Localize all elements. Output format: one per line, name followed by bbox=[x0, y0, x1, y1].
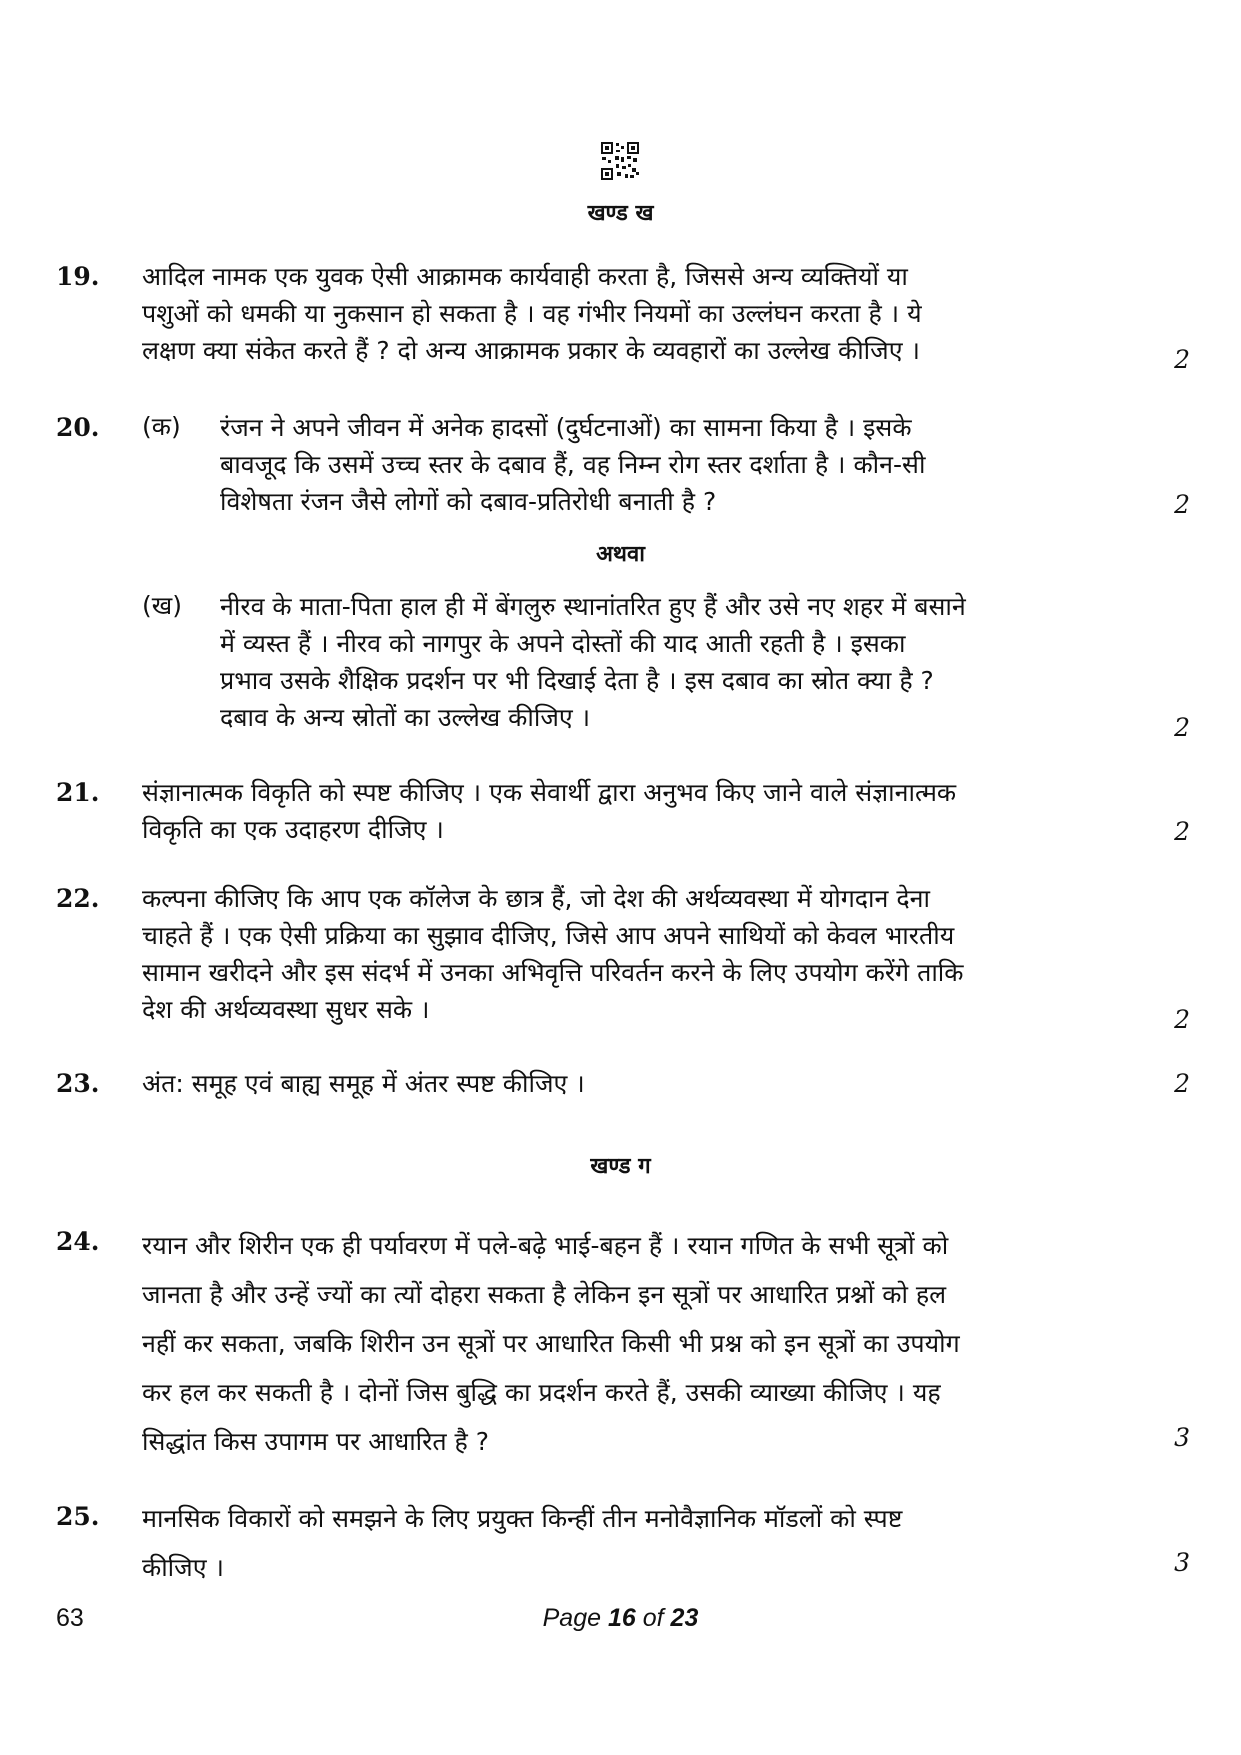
question-text: रंजन ने अपने जीवन में अनेक हादसों (दुर्घटनाओं) का सामना किया है । इसके बावजूद कि उसमें उच्च स्तर के दबाव हैं, वह निम्न रोग स्तर दर्शाता है । कौन-सी विशेषता रंजन जैसे लोगों को दबाव-प्रतिरोधी बनाती है ? bbox=[220, 413, 926, 516]
subpart-label: (क) bbox=[142, 412, 181, 441]
question-text: संज्ञानात्मक विकृति को स्पष्ट कीजिए । एक सेवार्थी द्वारा अनुभव किए जाने वाले संज्ञानात्मक विकृति का एक उदाहरण दीजिए । bbox=[142, 778, 957, 844]
qr-code-icon bbox=[601, 142, 639, 180]
question-text: नीरव के माता-पिता हाल ही में बेंगलुरु स्थानांतरित हुए हैं और उसे नए शहर में बसाने में व्यस्त हैं । नीरव को नागपुर के अपने दोस्तों की याद आती रहती है । इसका प्रभाव उसके शैक्षिक प्रदर्शन पर भी दिखाई देता है । इस दबाव का स्रोत क्या है ? दबाव के अन्य स्रोतों का उल्लेख कीजिए । bbox=[220, 592, 966, 732]
question-number: 21. bbox=[56, 778, 100, 807]
marks: 3 bbox=[1174, 1423, 1190, 1452]
paper-code: 63 bbox=[56, 1604, 84, 1632]
question-number: 19. bbox=[56, 262, 100, 291]
marks: 2 bbox=[1174, 817, 1190, 846]
section-title: खण्ड ख bbox=[587, 201, 654, 226]
question-text: मानसिक विकारों को समझने के लिए प्रयुक्त किन्हीं तीन मनोवैज्ञानिक मॉडलों को स्पष्ट कीजिए । bbox=[142, 1504, 903, 1582]
section-title: खण्ड ग bbox=[590, 1154, 651, 1179]
marks: 3 bbox=[1174, 1548, 1190, 1577]
marks: 2 bbox=[1174, 490, 1190, 519]
marks: 2 bbox=[1174, 1069, 1190, 1098]
question-text: अंत: समूह एवं बाह्य समूह में अंतर स्पष्ट कीजिए । bbox=[142, 1069, 585, 1098]
question-text: आदिल नामक एक युवक ऐसी आक्रामक कार्यवाही करता है, जिससे अन्य व्यक्तियों या पशुओं को धमकी या नुकसान हो सकता है । वह गंभीर नियमों का उल्लंघन करता है । ये लक्षण क्या संकेत करते हैं ? दो अन्य आक्रामक प्रकार के व्यवहारों का उल्लेख कीजिए । bbox=[142, 262, 922, 365]
or-label: अथवा bbox=[596, 542, 645, 567]
question-number: 24. bbox=[56, 1227, 100, 1256]
question-number: 22. bbox=[56, 884, 100, 913]
question-number: 23. bbox=[56, 1069, 100, 1098]
subpart-label: (ख) bbox=[142, 591, 182, 620]
question-text: कल्पना कीजिए कि आप एक कॉलेज के छात्र हैं, जो देश की अर्थव्यवस्था में योगदान देना चाहते हैं । एक ऐसी प्रक्रिया का सुझाव दीजिए, जिसे आप अपने साथियों को केवल भारतीय सामान खरीदने और इस संदर्भ में उनका अभिवृत्ति परिवर्तन करने के लिए उपयोग करेंगे ताकि देश की अर्थव्यवस्था सुधर सके । bbox=[142, 884, 964, 1024]
page-indicator: Page 16 of 23 bbox=[542, 1604, 699, 1632]
question-text: रयान और शिरीन एक ही पर्यावरण में पले-बढ़े भाई-बहन हैं । रयान गणित के सभी सूत्रों को जानता है और उन्हें ज्यों का त्यों दोहरा सकता है लेकिन इन सूत्रों पर आधारित प्रश्नों को हल नहीं कर सकता, जबकि शिरीन उन सूत्रों पर आधारित किसी भी प्रश्न को इन सूत्रों का उपयोग कर हल कर सकती है । दोनों जिस बुद्धि का प्रदर्शन करते हैं, उसकी व्याख्या कीजिए । यह सिद्धांत किस उपागम पर आधारित है ? bbox=[142, 1231, 960, 1456]
marks: 2 bbox=[1174, 713, 1190, 742]
question-number: 20. bbox=[56, 413, 100, 442]
marks: 2 bbox=[1174, 345, 1190, 374]
question-number: 25. bbox=[56, 1502, 100, 1531]
marks: 2 bbox=[1174, 1005, 1190, 1034]
